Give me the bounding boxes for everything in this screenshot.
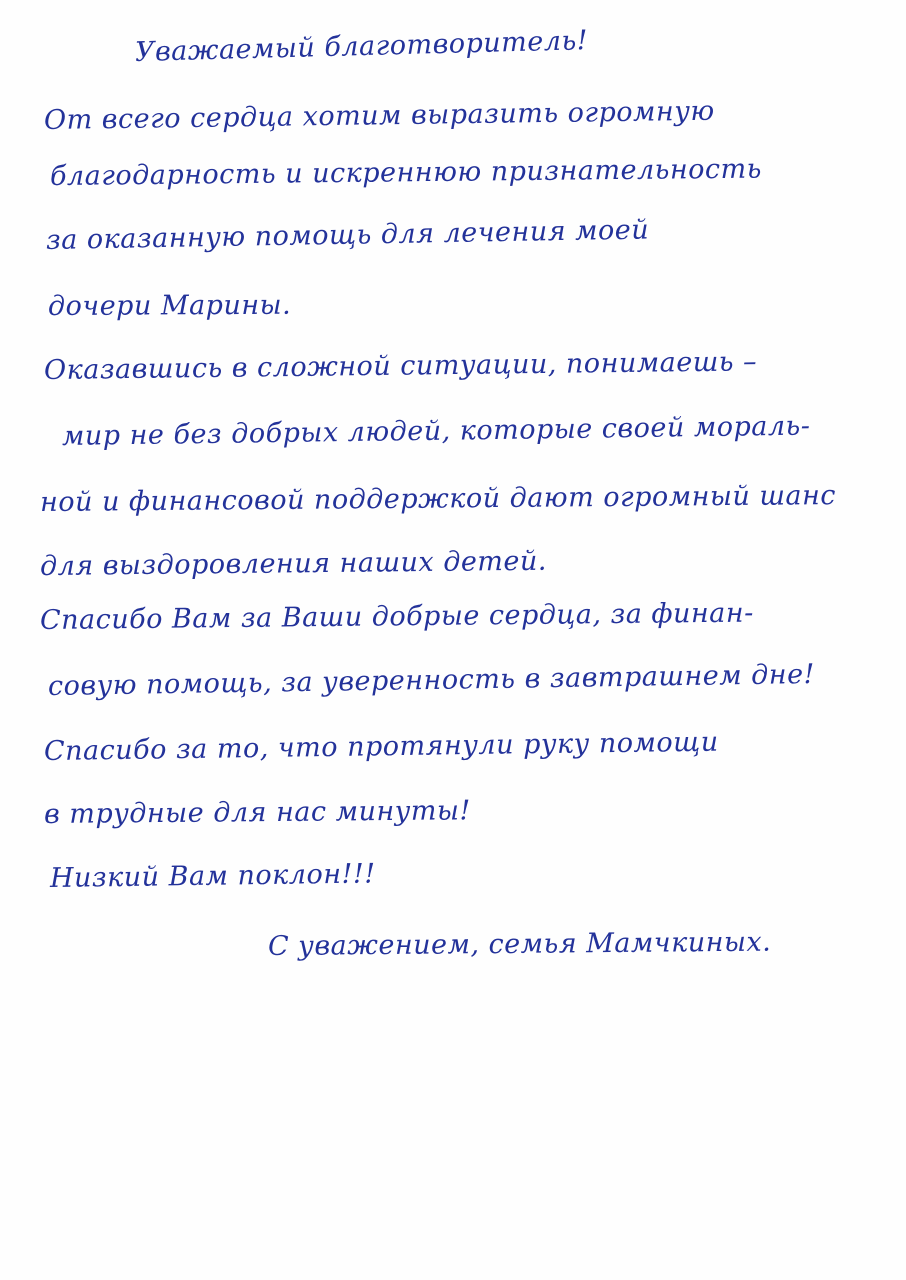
letter-line: благодарность и искреннюю признательность xyxy=(49,153,762,192)
letter-line: в трудные для нас минуты! xyxy=(43,795,471,830)
letter-line: От всего сердца хотим выразить огромную xyxy=(43,95,715,136)
letter-line: за оказанную помощь для лечения моей xyxy=(45,214,650,256)
letter-line: Оказавшись в сложной ситуации, понимаешь – xyxy=(43,346,758,386)
letter-signature: С уважением, семья Мамчкиных. xyxy=(267,926,772,962)
letter-greeting: Уважаемый благотворитель! xyxy=(134,25,589,68)
letter-line: ной и финансовой поддержкой дают огромный шанс xyxy=(39,480,837,518)
letter-line: Спасибо Вам за Ваши добрые сердца, за финан- xyxy=(39,597,754,636)
letter-line: для выздоровления наших детей. xyxy=(39,545,548,582)
letter-line: Низкий Вам поклон!!! xyxy=(49,858,376,894)
letter-line: совую помощь, за уверенность в завтрашнем дне! xyxy=(47,658,816,702)
letter-line: дочери Марины. xyxy=(47,289,292,322)
letter-line: мир не без добрых людей, которые своей мораль- xyxy=(61,410,811,452)
letter-line: Спасибо за то, что протянули руку помощи xyxy=(43,726,719,767)
